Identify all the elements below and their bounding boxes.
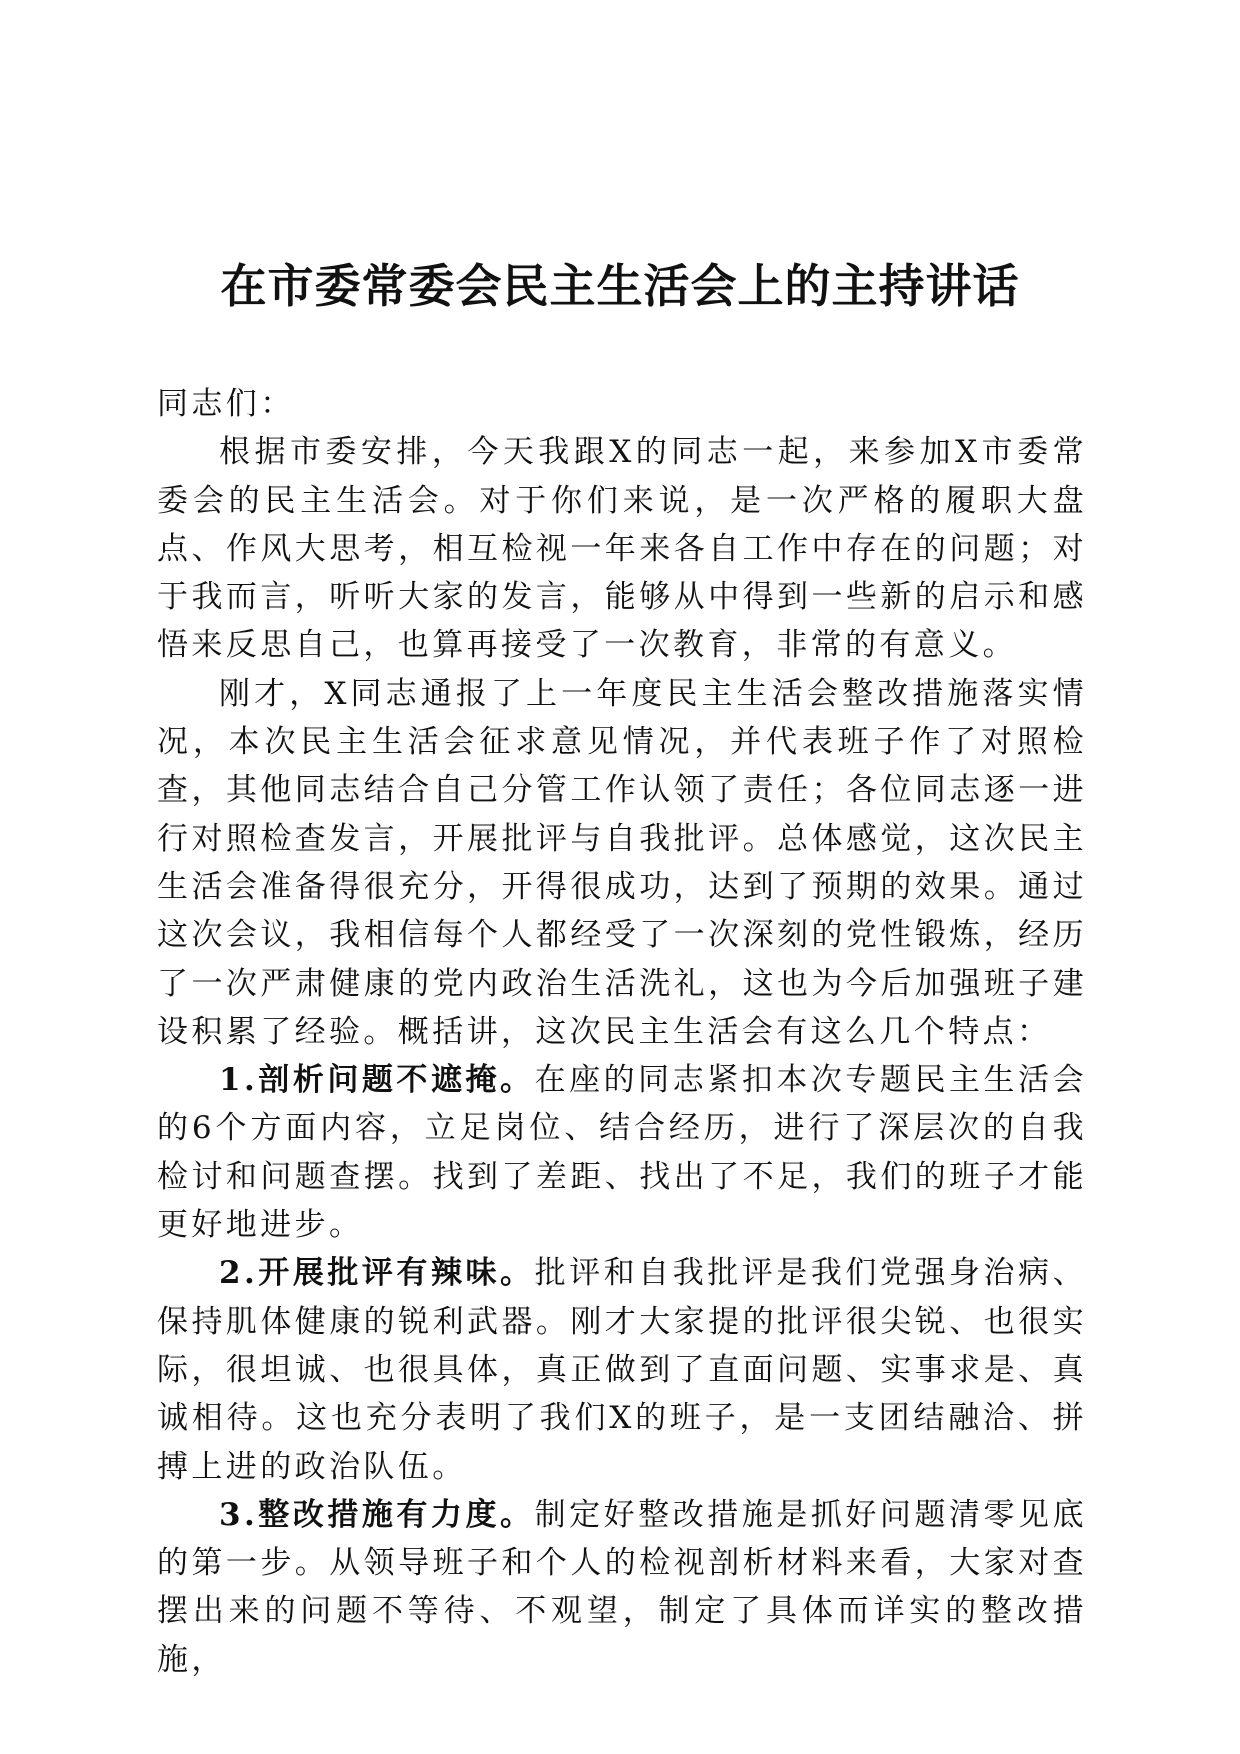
point-1-text: 在座的同志紧扣本次专题民主生活会的6个方面内容，立足岗位、结合经历，进行了深层次的自我检讨和问题查摆。找到了差距、找出了不足，我们的班子才能更好地进步。 [157,1062,1087,1244]
point-3 [157,1491,1087,1684]
document-body [157,380,1087,1684]
paragraph-summary: 刚才，X同志通报了上一年度民主生活会整改措施落实情况，本次民主生活会征求意见情况，并代表班子作了对照检查，其他同志结合自己分管工作认领了责任；各位同志逐一进行对照检查发言，开展批评与自我批评。总体感觉，这次民主生活会准备得很充分，开得很成功，达到了预期的效果。通过这次会议，我相信每个人都经受了一次深刻的党性锻炼，经历了一次严肃健康的党内政治生活洗礼，这也为今后加强班子建设积累了经验。概括讲，这次民主生活会有这么几个特点： [157,675,1087,1050]
point-2 [157,1249,1087,1490]
paragraph-intro: 根据市委安排，今天我跟X的同志一起，来参加X市委常委会的民主生活会。对于你们来说，是一次严格的履职大盘点、作风大思考，相互检视一年来各自工作中存在的问题；对于我而言，听听大家的发言，能够从中得到一些新的启示和感悟来反思自己，也算再接受了一次教育，非常的有意义。 [157,434,1087,664]
point-2-text: 批评和自我批评是我们党强身治病、保持肌体健康的锐利武器。刚才大家提的批评很尖锐、也很实际，很坦诚、也很具体，真正做到了直面问题、实事求是、真诚相待。这也充分表明了我们X的班子，是一支团结融洽、拼搏上进的政治队伍。 [157,1255,1087,1485]
point-3-text: 制定好整改措施是抓好问题清零见底的第一步。从领导班子和个人的检视剖析材料来看，大家对查摆出来的问题不等待、不观望，制定了具体而详实的整改措施， [157,1496,1087,1678]
point-2-heading: 2.开展批评有辣味。 [219,1255,535,1292]
point-3-heading: 3.整改措施有力度。 [219,1496,535,1533]
point-1-heading: 1.剖析问题不遮掩。 [219,1062,535,1099]
document-title: 在市委常委会民主生活会上的主持讲话 [220,259,1020,313]
point-1 [157,1056,1087,1249]
salutation: 同志们： [157,386,295,422]
